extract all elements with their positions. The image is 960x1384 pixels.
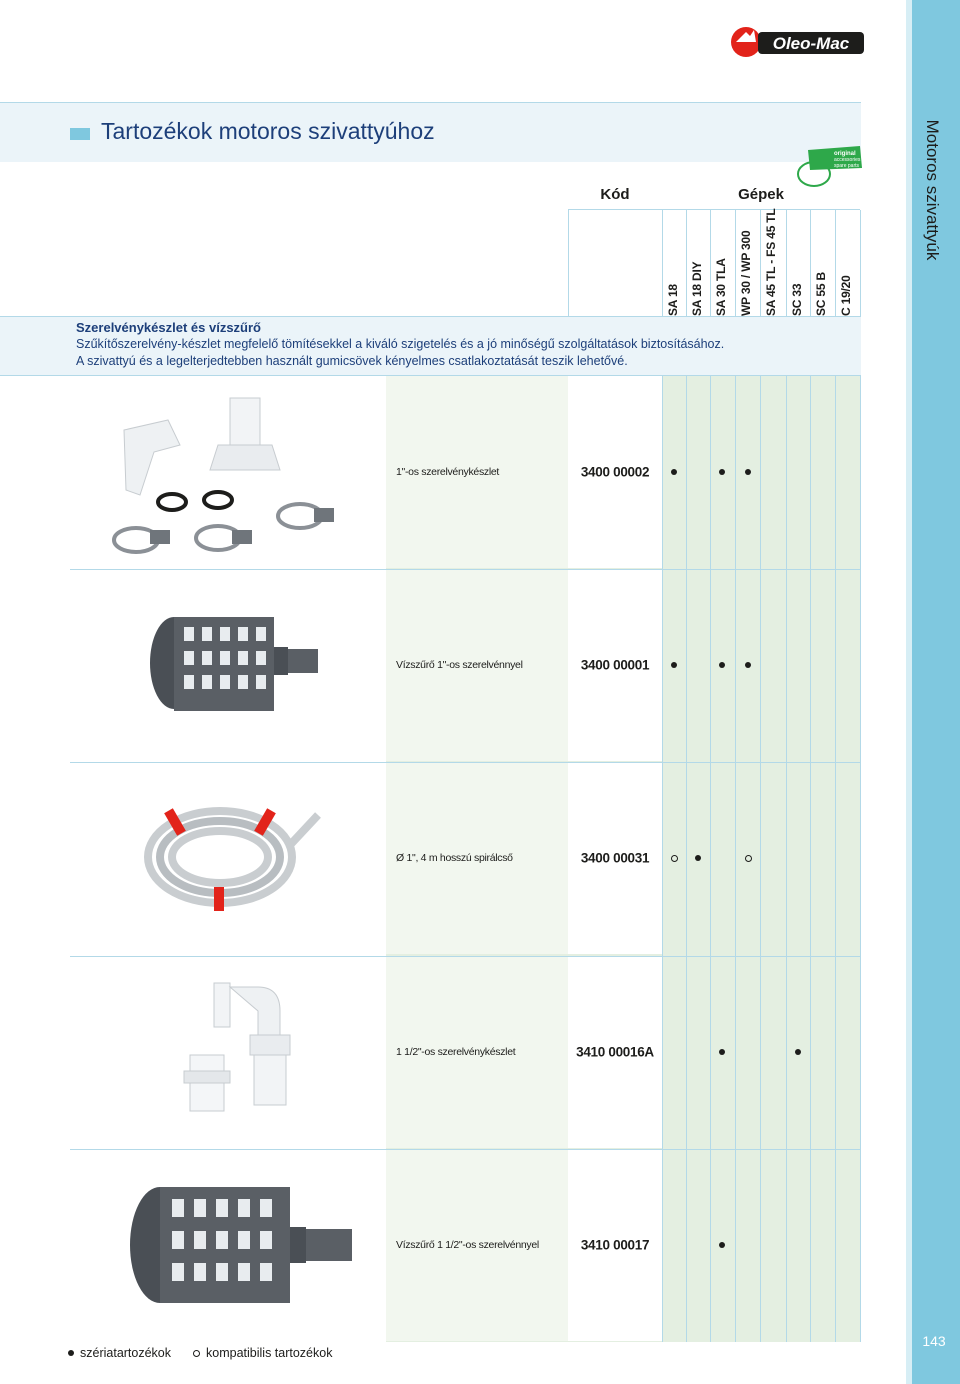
row-code: 3400 00002 [568, 376, 662, 568]
standard-mark-dot [671, 662, 677, 668]
machine-label: SA 45 TL - FS 45 TL [764, 208, 778, 316]
header-machines: Gépek [662, 180, 860, 210]
header-code-column [568, 210, 662, 316]
standard-mark-dot [745, 469, 751, 475]
legend-compatible: kompatibilis tartozékok [206, 1346, 333, 1360]
row-code: 3410 00016A [568, 956, 662, 1148]
column-divider [760, 210, 761, 1342]
compatible-mark-ring [671, 855, 678, 862]
machine-label: SA 30 TLA [714, 258, 728, 316]
row-code: 3400 00031 [568, 762, 662, 954]
water-filter-image [140, 605, 330, 725]
standard-mark-dot [719, 1049, 725, 1055]
row-separator [70, 956, 861, 957]
column-divider [810, 210, 811, 1342]
standard-mark-dot [795, 1049, 801, 1055]
legend-standard: szériatartozékok [80, 1346, 172, 1360]
row-code: 3410 00017 [568, 1149, 662, 1341]
column-divider [735, 210, 736, 1342]
machine-label: SC 33 [790, 283, 804, 316]
side-tab-label [908, 100, 956, 280]
machine-label: C 19/20 [839, 275, 853, 316]
row-separator [70, 1149, 861, 1150]
section-title: Szerelvénykészlet és vízszűrő [76, 320, 261, 335]
column-divider [662, 210, 663, 1342]
row-description: 1 1/2"-os szerelvénykészlet [386, 956, 568, 1148]
row-description: 1"-os szerelvénykészlet [386, 376, 568, 568]
compatible-mark-ring [745, 855, 752, 862]
row-description: Vízszűrő 1 1/2"-os szerelvénnyel [386, 1149, 568, 1341]
svg-text:spare parts: spare parts [834, 163, 860, 169]
water-filter-large-image [120, 1175, 360, 1315]
svg-text:accessories and: accessories and [834, 157, 871, 163]
header-code: Kód [568, 180, 662, 210]
column-divider [686, 210, 687, 1342]
row-description: Ø 1", 4 m hosszú spirálcső [386, 762, 568, 954]
legend [68, 1346, 332, 1360]
compatible-ring-icon [193, 1350, 200, 1357]
machine-label: SC 55 B [814, 272, 828, 316]
fitting-kit-large-image [170, 975, 310, 1125]
side-tab-text: Motoros szivattyúk [923, 119, 942, 261]
standard-mark-dot [719, 469, 725, 475]
fitting-kit-image [100, 390, 360, 560]
column-divider [860, 210, 861, 1342]
section-description-line: Szűkítőszerelvény-készlet megfelelő tömítésekkel a kiváló szigetelés és a jó minőségű szolgáltatások biztosításához. [76, 337, 725, 351]
standard-mark-dot [671, 469, 677, 475]
logo-text: Oleo-Mac [772, 34, 850, 53]
title-marker [70, 128, 90, 140]
spiral-hose-image [140, 795, 320, 915]
standard-dot-icon [68, 1350, 74, 1356]
oleo-mac-logo [728, 24, 866, 60]
row-code: 3400 00001 [568, 569, 662, 761]
badge-text: original [834, 151, 856, 157]
row-description: Vízszűrő 1"-os szerelvénnyel [386, 569, 568, 761]
page-title: Tartozékok motoros szivattyúhoz [101, 118, 435, 144]
row-separator [70, 569, 861, 570]
machine-label: SA 18 [666, 284, 680, 316]
row-separator [70, 762, 861, 763]
machine-label: SA 18 DIY [690, 261, 704, 316]
page-number: 143 [922, 1333, 946, 1349]
section-description-line: A szivattyú és a legelterjedtebben használt gumicsövek kényelmes csatlakoztatását teszik lehetővé. [76, 354, 628, 368]
standard-mark-dot [719, 662, 725, 668]
standard-mark-dot [719, 1242, 725, 1248]
machine-label: WP 30 / WP 300 [739, 230, 753, 316]
column-divider [710, 210, 711, 1342]
column-divider [835, 210, 836, 1342]
standard-mark-dot [745, 662, 751, 668]
standard-mark-dot [695, 855, 701, 861]
column-divider [786, 210, 787, 1342]
